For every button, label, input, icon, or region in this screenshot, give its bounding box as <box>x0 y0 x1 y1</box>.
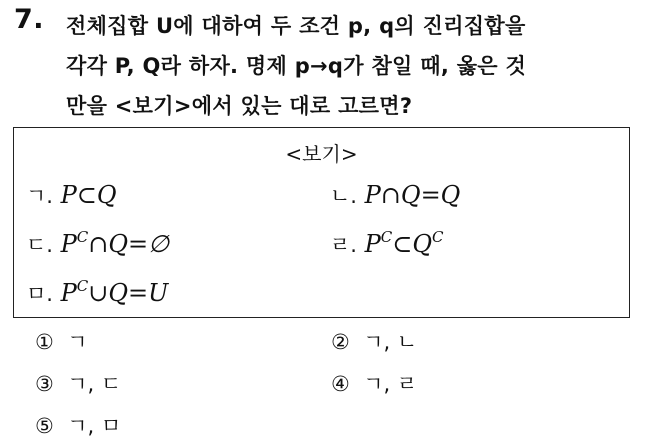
bogi-item-expression: $P^C\cap Q=\emptyset$ <box>60 228 170 258</box>
bogi-item-expression: P∩Q=Q <box>364 181 461 209</box>
choice-number: ④ <box>331 372 350 396</box>
choice-number: ① <box>35 330 54 354</box>
bogi-item-mieum <box>26 278 168 309</box>
bogi-item-label: ㄷ. <box>26 233 53 257</box>
stem-line-1: 전체집합 U에 대하여 두 조건 p, q의 진리집합을 <box>66 14 526 38</box>
choice-3[interactable] <box>35 370 121 398</box>
choice-text: ㄱ <box>67 330 88 354</box>
bogi-item-label: ㄴ. <box>330 184 357 208</box>
question-number: 7. <box>14 4 45 35</box>
bogi-item-giyeok <box>26 180 117 211</box>
choice-text: ㄱ, ㄷ <box>67 372 122 396</box>
choice-text: ㄱ, ㄹ <box>363 372 418 396</box>
choice-number: ② <box>331 330 350 354</box>
bogi-item-label: ㄹ. <box>330 233 357 257</box>
choice-4[interactable] <box>331 370 417 398</box>
choice-number: ⑤ <box>35 414 54 438</box>
choice-number: ③ <box>35 372 54 396</box>
question-stem <box>66 6 656 126</box>
bogi-item-label: ㅁ. <box>26 282 53 306</box>
choice-text: ㄱ, ㅁ <box>67 414 122 438</box>
bogi-box <box>13 127 630 318</box>
bogi-title: <보기> <box>285 142 358 166</box>
bogi-item-rieul <box>330 229 444 260</box>
bogi-item-expression: $P^C\cup Q=U$ <box>60 277 169 307</box>
choice-1[interactable] <box>35 328 87 356</box>
bogi-item-label: ㄱ. <box>26 184 53 208</box>
bogi-item-expression: P⊂Q <box>60 181 117 209</box>
bogi-item-expression: $P^C\subset Q^C$ <box>364 228 444 258</box>
bogi-item-nieun <box>330 180 460 211</box>
choice-2[interactable] <box>331 328 417 356</box>
choice-5[interactable] <box>35 412 121 440</box>
bogi-item-digeut <box>26 229 169 260</box>
stem-line-3: 만을 <보기>에서 있는 대로 고르면? <box>66 94 413 118</box>
stem-line-2: 각각 P, Q라 하자. 명제 p→q가 참일 때, 옳은 것 <box>66 54 527 78</box>
choice-text: ㄱ, ㄴ <box>363 330 418 354</box>
